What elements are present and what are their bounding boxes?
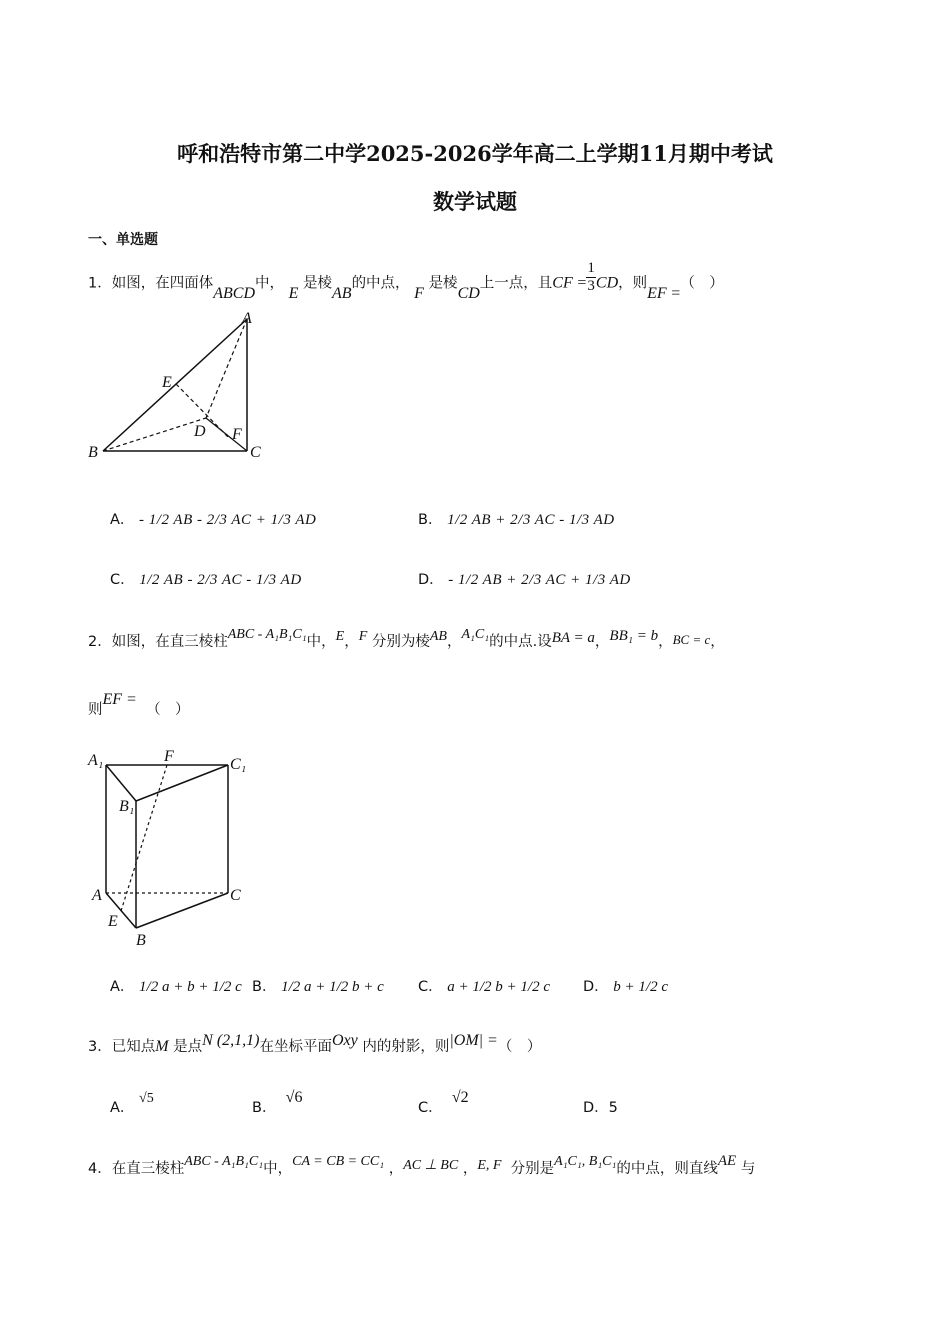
q3-text: 已知点 [111,1039,156,1055]
q2-text: ， [658,634,673,650]
q4-text: 分别是 [510,1161,555,1177]
q1-fraction [586,260,596,295]
q3-answer-blank: （ ） [497,1039,542,1055]
q2-text: ， [446,634,462,650]
q1-cd: CD [457,284,480,302]
option-label: D． [583,1100,609,1116]
q2-stem [88,627,725,651]
label-b1: B₁ [119,798,135,815]
section-heading: 一、单选题 [88,232,158,248]
page-subtitle: 数学试题 [433,189,517,214]
label-f: F [232,426,242,443]
option-label: A． [110,512,135,528]
q1-option-b[interactable] [418,508,615,529]
option-expr: √6 [285,1089,303,1106]
q2-prism: ABC - A₁B₁C₁ [227,627,307,642]
q2-e: E [335,629,345,644]
q2-text: ， [594,634,610,650]
q2-prism-figure [82,745,262,950]
q2-option-b[interactable] [252,975,384,996]
q1-number: 1． [88,275,112,292]
q3-option-a[interactable] [110,1091,154,1116]
label-d: D [194,423,206,440]
option-label: C． [110,572,135,588]
option-expr: - 1/2 AB - 2/3 AC + 1/3 AD [139,512,317,528]
edge-bc [136,893,228,928]
q3-m: M [155,1038,169,1055]
option-label: B． [252,979,277,995]
q2-option-d[interactable] [583,975,668,996]
q1-text: 中， [255,275,285,292]
q2-ba: BA = a [551,630,595,646]
option-expr: √2 [451,1089,469,1106]
option-expr: 5 [608,1100,618,1116]
q1-cf: CF [552,274,573,292]
q2-text: ， [344,634,359,650]
option-label: A． [110,979,135,995]
option-expr: 1/2 AB + 2/3 AC - 1/3 AD [447,512,615,528]
q1-option-d[interactable] [418,568,631,589]
option-label: B． [418,512,443,528]
option-label: C． [418,1100,443,1116]
label-b: B [136,932,146,949]
q4-stem [88,1153,756,1178]
q2-option-a[interactable] [110,975,242,996]
q4-number: 4． [88,1161,112,1177]
option-label: C． [418,979,443,995]
q3-number: 3． [88,1039,112,1055]
label-a1: A₁ [88,752,104,769]
q3-option-c[interactable] [418,1089,469,1116]
q2-text: 中， [306,634,336,650]
q1-text: ，则 [618,275,648,292]
q1-option-c[interactable] [110,568,302,589]
label-a: A [92,887,102,904]
edge-ad [206,319,247,418]
q2-a1c1: A₁C₁ [461,627,490,642]
q4-eq: CA = CB = CC₁ [292,1154,385,1169]
q3-text: 在坐标平面 [259,1039,332,1055]
q2-text: 如图，在直三棱柱 [111,634,228,650]
q4-ef: E, F [477,1158,502,1173]
q1-text: 是棱 [303,275,333,292]
option-expr: 1/2 a + b + 1/2 c [139,979,242,995]
q1-answer-blank: （ ） [680,275,724,292]
q1-frac-num: 1 [587,260,595,276]
q4-text: 在直三棱柱 [111,1161,185,1177]
q2-answer-blank: （ ） [146,702,190,718]
option-label: A． [110,1100,135,1116]
q3-oxy: Oxy [332,1032,358,1049]
option-label: B． [252,1100,277,1116]
q1-abcd: ABCD [213,284,256,302]
q1-option-a[interactable] [110,508,316,529]
q4-text: ， [462,1161,478,1177]
q1-equals2: = [671,284,681,302]
q1-f: F [414,284,424,302]
option-expr: - 1/2 AB + 2/3 AC + 1/3 AD [448,572,631,588]
q4-prism: ABC - A₁B₁C₁ [184,1154,264,1169]
q3-n: N (2,1,1) [202,1032,260,1049]
q1-text: 如图，在四面体 [111,275,214,292]
q2-bb1: BB₁ = b [609,628,659,644]
q1-ab: AB [332,284,352,302]
q2-bc: BC = c [672,632,711,647]
q3-option-d[interactable] [583,1096,618,1117]
option-expr: a + 1/2 b + 1/2 c [447,979,550,995]
edge-ab [103,319,247,451]
q3-text: 内的射影，则 [362,1039,450,1055]
q1-e: E [288,284,299,302]
edge-a1b1 [106,765,136,801]
q2-text: ， [710,634,725,650]
option-expr: √5 [139,1091,154,1106]
q4-text: ， [388,1161,404,1177]
q1-text: 上一点，且 [479,275,553,292]
q4-text: 的中点，则直线 [616,1161,718,1177]
edge-b1c1 [136,765,228,801]
label-e: E [108,913,118,930]
page-title: 呼和浩特市第二中学2025-2026学年高二上学期11月期中考试 [177,141,773,166]
q1-tetrahedron-figure [82,305,282,470]
q2-option-c[interactable] [418,975,550,996]
q4-ae: AE [717,1153,737,1169]
label-c1: C₁ [230,756,247,773]
q3-text: 是点 [173,1039,203,1055]
label-c: C [250,444,261,461]
q1-text: 的中点， [351,275,410,292]
q4-mids: A₁C₁, B₁C₁ [554,1154,617,1169]
q1-stem [88,260,724,302]
q1-text: 是棱 [428,275,458,292]
label-b: B [88,444,98,461]
option-label: D． [583,979,609,995]
q2-text: 则 [88,702,103,718]
label-a: A [242,310,252,327]
q2-f: F [358,629,368,644]
label-e: E [162,374,172,391]
label-c: C [230,887,241,904]
q1-ef: EF [647,284,667,302]
q3-stem [88,1032,542,1056]
option-label: D． [418,572,444,588]
edge-bd [103,418,206,451]
q3-om: |OM| = [449,1032,498,1049]
q4-perp: AC ⊥ BC [403,1158,459,1173]
option-expr: b + 1/2 c [613,979,668,995]
q4-text: 与 [740,1161,756,1177]
q1-cd2: CD [595,274,619,292]
q2-text: 的中点.设 [489,634,552,650]
q1-frac-den: 3 [587,278,595,294]
q2-number: 2． [88,634,112,650]
label-f: F [164,748,174,765]
q3-option-b[interactable] [252,1089,303,1116]
q2-ab: AB [429,629,447,644]
option-expr: 1/2 a + 1/2 b + c [281,979,384,995]
q1-equals: = [577,274,587,292]
q2-ef: EF = [102,691,137,708]
segment-ef [121,765,167,911]
q2-text: 分别为棱 [371,634,430,650]
q2-stem-line2 [88,691,190,719]
q4-text: 中， [263,1161,293,1177]
option-expr: 1/2 AB - 2/3 AC - 1/3 AD [139,572,302,588]
